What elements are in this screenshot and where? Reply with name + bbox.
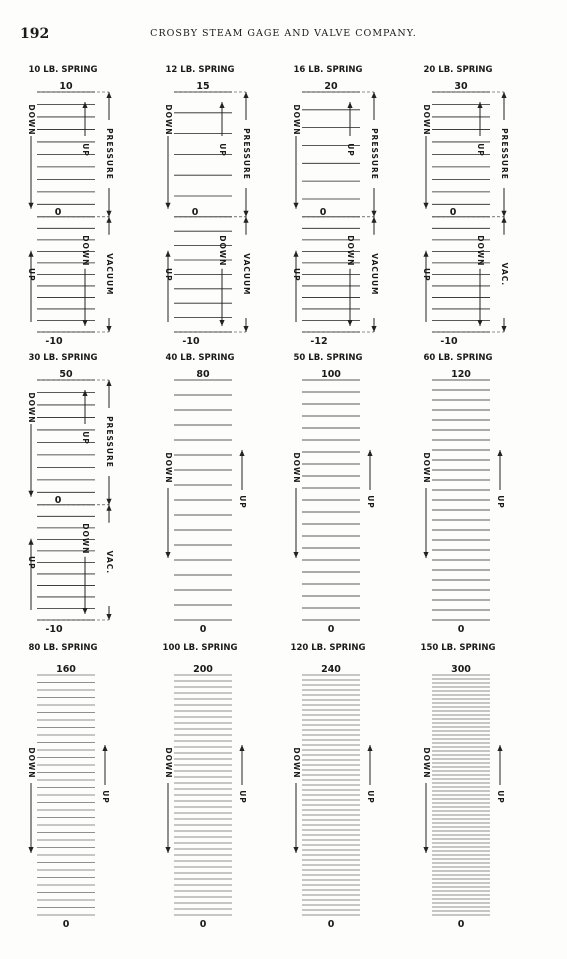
spring-label: 12 LB. SPRING [165,65,235,75]
down-text: DOWN [81,235,90,267]
vacuum-value: -10 [440,336,458,347]
down-arrow-head [423,203,428,209]
down-text: DOWN [27,392,36,424]
spring-label: 40 LB. SPRING [165,353,235,363]
spring-label: 20 LB. SPRING [423,65,493,75]
up-text: UP [346,143,355,157]
max-pressure-value: 160 [56,664,76,675]
down-arrow-head [347,320,352,326]
max-pressure-value: 200 [193,664,213,675]
vacuum-value: -10 [45,624,63,635]
vacuum-arrow-down-head [106,614,111,620]
up-text: UP [27,556,36,570]
down-text: DOWN [164,104,173,136]
vacuum-arrow-up-head [243,217,248,223]
vacuum-arrow-up-head [501,217,506,223]
down-text: DOWN [218,235,227,267]
down-text: DOWN [81,523,90,555]
max-pressure-value: 50 [59,369,73,380]
up-text: UP [101,790,110,804]
page-number: 192 [20,26,50,42]
spring-scale [292,65,379,347]
up-text: UP [476,143,485,157]
spring-label: 30 LB. SPRING [28,353,98,363]
vacuum-arrow-up-head [106,217,111,223]
spring-label: 60 LB. SPRING [423,353,493,363]
up-text: UP [218,143,227,157]
zero-value: 0 [54,494,62,506]
down-arrow-head [28,847,33,853]
vacuum-value: -10 [45,336,63,347]
down-arrow-head [28,203,33,209]
down-arrow-head [293,552,298,558]
down-text: DOWN [346,235,355,267]
pressure-arrow-down-head [106,499,111,505]
down-text: DOWN [422,452,431,484]
vacuum-text: VACUUM [370,253,379,296]
up-arrow-head [102,745,107,751]
spring-scale [27,643,110,930]
up-text: UP [81,431,90,445]
zero-value: 0 [199,919,207,930]
down-text: DOWN [164,452,173,484]
pressure-arrow-down-head [106,211,111,217]
up-text: UP [496,790,505,804]
down-text: DOWN [164,747,173,779]
pressure-arrow-down-head [243,211,248,217]
vacuum-text: VACUUM [105,253,114,296]
max-pressure-value: 120 [451,369,471,380]
spring-label: 150 LB. SPRING [420,643,496,653]
up-arrow-head [293,251,298,257]
pressure-text: PRESSURE [242,128,251,180]
down-arrow-head [28,491,33,497]
max-pressure-value: 80 [196,369,210,380]
vacuum-arrow-down-head [371,326,376,332]
down-text: DOWN [422,104,431,136]
up-text: UP [27,268,36,282]
pressure-arrow-down-head [501,211,506,217]
pressure-arrow-up-head [243,92,248,98]
down-arrow-head [82,608,87,614]
vacuum-arrow-down-head [106,326,111,332]
spring-label: 120 LB. SPRING [290,643,366,653]
zero-value: 0 [457,624,465,635]
vacuum-arrow-down-head [243,326,248,332]
down-arrow-head [165,203,170,209]
up-arrow-head [477,102,482,108]
up-arrow-head [239,450,244,456]
vacuum-arrow-up-head [106,505,111,511]
zero-value: 0 [54,206,62,218]
pressure-arrow-down-head [371,211,376,217]
max-pressure-value: 240 [321,664,341,675]
zero-value: 0 [449,206,457,218]
down-arrow-head [423,847,428,853]
pressure-text: PRESSURE [370,128,379,180]
up-text: UP [422,268,431,282]
vacuum-value: -10 [182,336,200,347]
down-arrow-head [219,320,224,326]
running-head: CROSBY STEAM GAGE AND VALVE COMPANY. [150,28,417,39]
zero-value: 0 [62,919,70,930]
spring-scale [292,353,375,635]
up-arrow-head [165,251,170,257]
down-text: DOWN [27,747,36,779]
down-text: DOWN [292,747,301,779]
max-pressure-value: 15 [196,81,210,92]
up-arrow-head [497,745,502,751]
spring-label: 80 LB. SPRING [28,643,98,653]
spring-scale [422,65,509,347]
max-pressure-value: 20 [324,81,338,92]
vacuum-arrow-down-head [501,326,506,332]
up-arrow-head [28,539,33,545]
up-arrow-head [367,450,372,456]
zero-value: 0 [199,624,207,635]
max-pressure-value: 300 [451,664,471,675]
zero-value: 0 [457,919,465,930]
up-arrow-head [82,390,87,396]
zero-value: 0 [327,919,335,930]
spring-label: 100 LB. SPRING [162,643,238,653]
up-text: UP [238,495,247,509]
up-arrow-head [28,251,33,257]
spring-scale [422,353,505,635]
pressure-text: PRESSURE [105,128,114,180]
vacuum-text: VAC. [500,262,509,287]
zero-value: 0 [327,624,335,635]
spring-scale [421,643,505,930]
up-arrow-head [239,745,244,751]
up-text: UP [238,790,247,804]
down-arrow-head [477,320,482,326]
down-arrow-head [165,552,170,558]
pressure-arrow-up-head [106,92,111,98]
up-text: UP [366,790,375,804]
up-arrow-head [347,102,352,108]
down-arrow-head [423,552,428,558]
down-text: DOWN [27,104,36,136]
zero-value: 0 [191,206,199,218]
spring-scale [27,353,114,635]
pressure-arrow-up-head [501,92,506,98]
vacuum-text: VAC. [105,550,114,575]
down-arrow-head [293,847,298,853]
spring-label: 10 LB. SPRING [28,65,98,75]
pressure-text: PRESSURE [105,416,114,468]
up-arrow-head [497,450,502,456]
down-text: DOWN [422,747,431,779]
spring-label: 50 LB. SPRING [293,353,363,363]
down-text: DOWN [292,104,301,136]
vacuum-arrow-up-head [371,217,376,223]
up-arrow-head [367,745,372,751]
pressure-arrow-up-head [106,380,111,386]
down-arrow-head [293,203,298,209]
spring-label: 16 LB. SPRING [293,65,363,75]
down-text: DOWN [292,452,301,484]
up-arrow-head [423,251,428,257]
spring-scale [164,65,251,347]
pressure-text: PRESSURE [500,128,509,180]
up-text: UP [496,495,505,509]
up-text: UP [292,268,301,282]
down-arrow-head [165,847,170,853]
zero-value: 0 [319,206,327,218]
spring-scale [163,643,247,930]
pressure-arrow-up-head [371,92,376,98]
spring-scale [27,65,114,347]
spring-scale [164,353,247,635]
down-text: DOWN [476,235,485,267]
vacuum-text: VACUUM [242,253,251,296]
max-pressure-value: 10 [59,81,73,92]
up-text: UP [366,495,375,509]
up-arrow-head [219,102,224,108]
down-arrow-head [82,320,87,326]
max-pressure-value: 100 [321,369,341,380]
vacuum-value: -12 [310,336,328,347]
up-arrow-head [82,102,87,108]
spring-scale [291,643,375,930]
up-text: UP [164,268,173,282]
up-text: UP [81,143,90,157]
max-pressure-value: 30 [454,81,468,92]
